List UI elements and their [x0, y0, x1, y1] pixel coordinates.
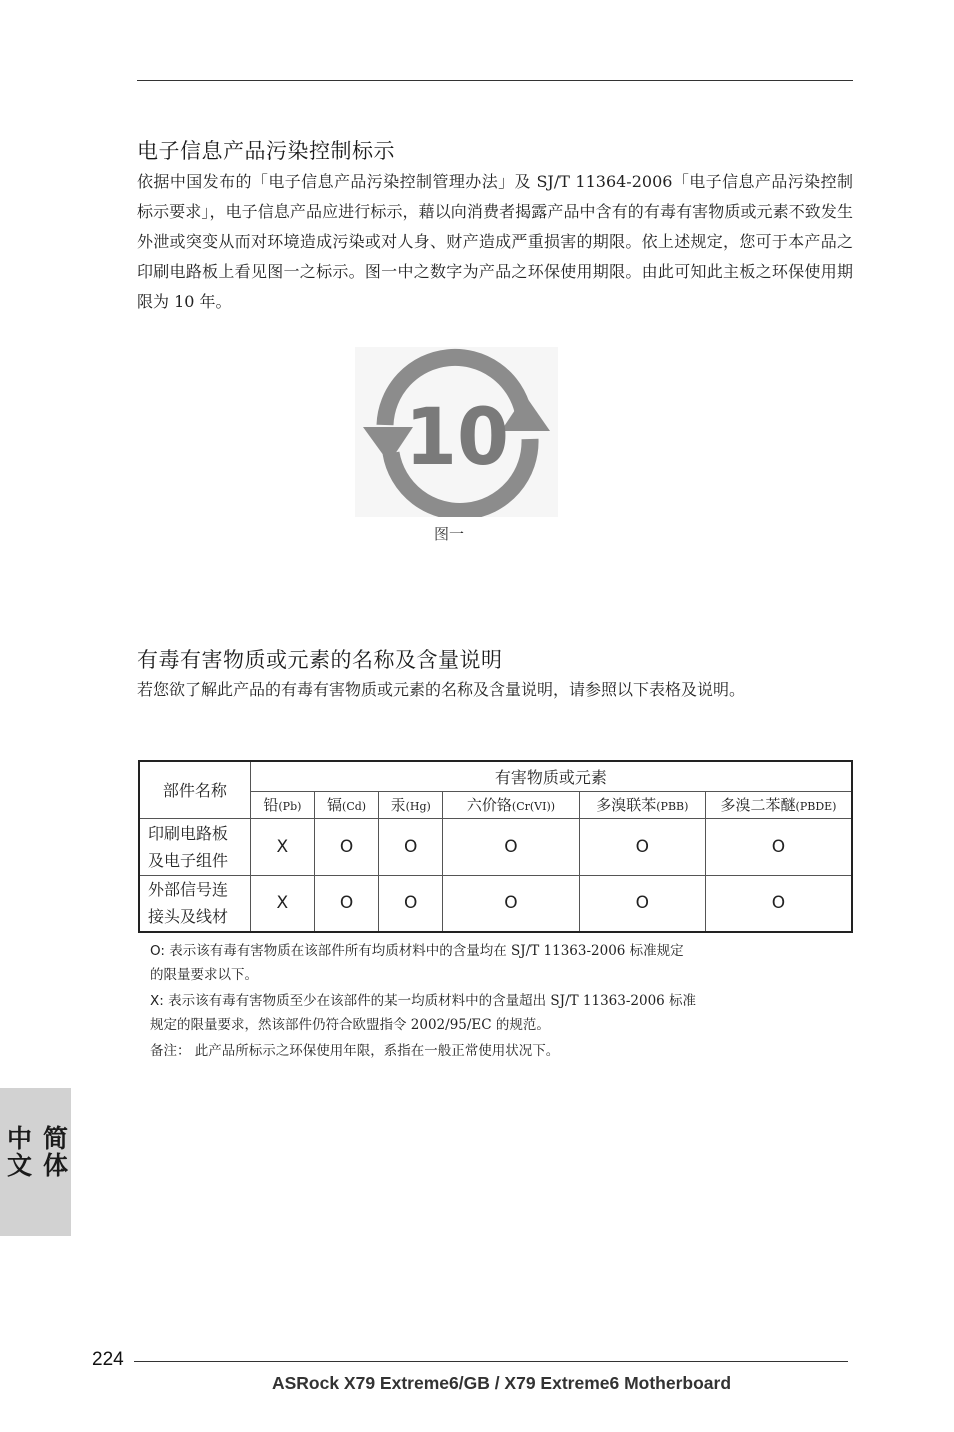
table-cell: O	[314, 875, 378, 932]
substances-group-header: 有害物质或元素	[250, 761, 852, 791]
part-name-header: 部件名称	[139, 761, 250, 818]
column-header-pb: 铅(Pb)	[250, 791, 314, 818]
column-header-hg: 汞(Hg)	[379, 791, 443, 818]
section-paragraph-pollution-label: 依据中国发布的「电子信息产品污染控制管理办法」及 SJ/T 11364-2006「电子信息产品污染控制标示要求」，电子信息产品应进行标示，藉以向消费者揭露产品中含有的有毒有害物质或元素不致发生外泄或突变从而对环境造成污染或对人身、财产造成严重损害的期限。依上述规定，您可于本产品之印刷电路板上看见图一之标示。图一中之数字为产品之环保使用期限。由此可知此主板之环保使用期限为 10 年。	[137, 172, 853, 311]
row-part-name: 印刷电路板 及电子组件	[139, 818, 250, 875]
language-tab-label: 简体中文	[3, 1125, 69, 1179]
table-cell: O	[443, 875, 579, 932]
table-cell: O	[379, 875, 443, 932]
table-cell: O	[443, 818, 579, 875]
note-o-line1: O: 表示该有毒有害物质在该部件所有均质材料中的含量均在 SJ/T 11363-2006 标准规定	[150, 943, 684, 959]
column-header-pbb: 多溴联苯(PBB)	[579, 791, 705, 818]
table-cell: O	[706, 818, 853, 875]
note-remark: 备注： 此产品所标示之环保使用年限，系指在一般正常使用状况下。	[150, 1043, 560, 1059]
figure-caption: 图一	[434, 525, 465, 543]
bottom-rule	[134, 1361, 848, 1362]
table-row	[139, 875, 852, 932]
section-paragraph-hazardous: 若您欲了解此产品的有毒有害物质或元素的名称及含量说明，请参照以下表格及说明。	[137, 680, 746, 699]
top-rule	[137, 80, 853, 81]
table-cell: O	[706, 875, 853, 932]
table-notes	[150, 939, 696, 1063]
column-header-cd: 镉(Cd)	[314, 791, 378, 818]
table-row	[139, 818, 852, 875]
hazardous-substances-table	[138, 760, 853, 933]
table-cell: O	[314, 818, 378, 875]
language-side-tab	[0, 1088, 71, 1236]
table-cell: O	[579, 875, 705, 932]
efup-logo	[355, 347, 558, 517]
row-part-name: 外部信号连 接头及线材	[139, 875, 250, 932]
note-x-line2: 规定的限量要求，然该部件仍符合欧盟指令 2002/95/EC 的规范。	[150, 1017, 550, 1033]
logo-number: 10	[405, 393, 509, 483]
note-x-line1: X: 表示该有毒有害物质至少在该部件的某一均质材料中的含量超出 SJ/T 11363-2006 标准	[150, 993, 697, 1009]
table-cell: O	[579, 818, 705, 875]
column-header-cr6: 六价铬(Cr(VI))	[443, 791, 579, 818]
section-title-hazardous: 有毒有害物质或元素的名称及含量说明	[137, 648, 503, 672]
section-title-pollution-label: 电子信息产品污染控制标示	[137, 139, 395, 163]
recycle-10-icon	[355, 347, 558, 517]
footer-product-title: ASRock X79 Extreme6/GB / X79 Extreme6 Motherboard	[271, 1373, 732, 1393]
note-o-line2: 的限量要求以下。	[150, 967, 258, 983]
column-header-pbde: 多溴二苯醚(PBDE)	[706, 791, 853, 818]
table-cell: O	[379, 818, 443, 875]
page-number: 224	[92, 1349, 124, 1370]
table-cell: X	[250, 818, 314, 875]
table-cell: X	[250, 875, 314, 932]
